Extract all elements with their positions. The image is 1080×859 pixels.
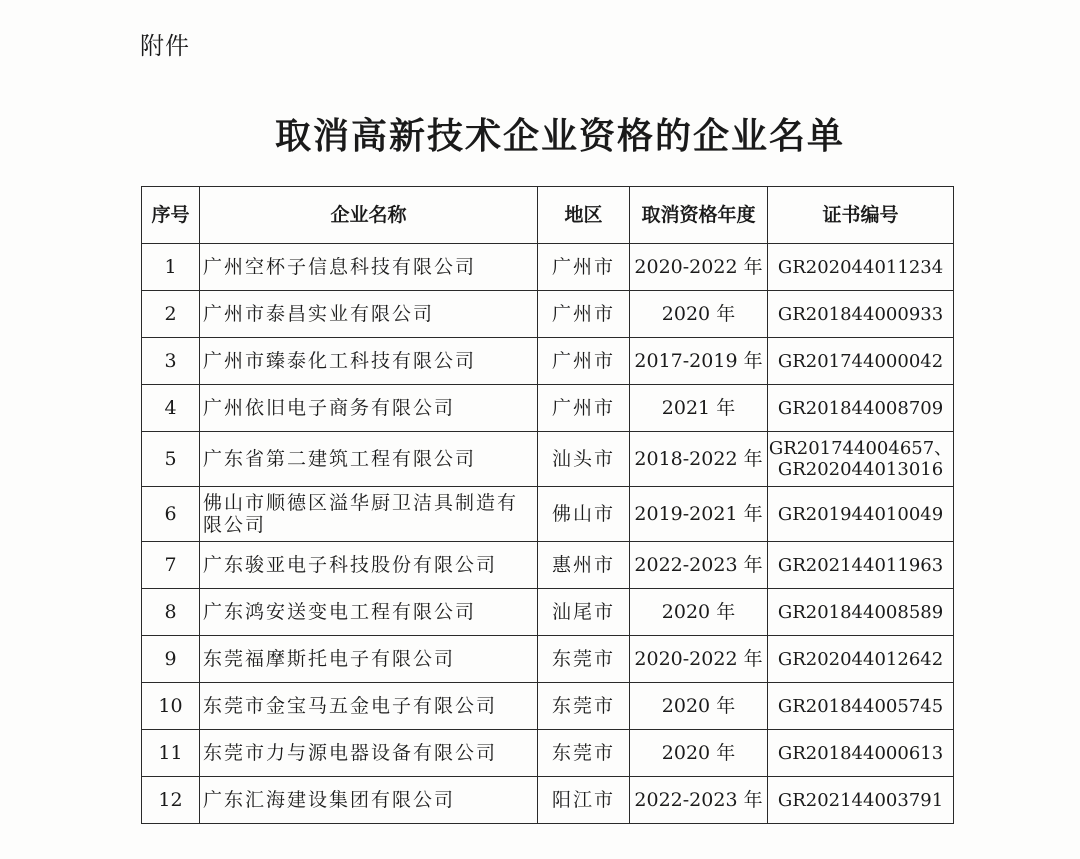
cell-cert: GR201844005745: [768, 683, 954, 730]
cell-cert: GR201844000613: [768, 730, 954, 777]
cell-no: 7: [142, 542, 200, 589]
cell-no: 9: [142, 636, 200, 683]
cell-cert: GR202144003791: [768, 777, 954, 824]
cell-year: 2020 年: [630, 589, 768, 636]
cell-name: 广东省第二建筑工程有限公司: [200, 432, 538, 487]
cell-cert: GR202044012642: [768, 636, 954, 683]
company-list-table: [141, 186, 954, 824]
table-row: [142, 432, 954, 487]
cell-region: 东莞市: [538, 730, 630, 777]
header-region: 地区: [538, 187, 630, 244]
cell-year: 2017-2019 年: [630, 338, 768, 385]
cell-cert: GR202144011963: [768, 542, 954, 589]
cell-no: 8: [142, 589, 200, 636]
cell-name: 佛山市顺德区溢华厨卫洁具制造有限公司: [200, 487, 538, 542]
cell-region: 广州市: [538, 291, 630, 338]
cell-region: 广州市: [538, 338, 630, 385]
cell-cert: GR201844008709: [768, 385, 954, 432]
table-row: [142, 636, 954, 683]
cell-name: 广州市泰昌实业有限公司: [200, 291, 538, 338]
cell-name: 东莞市金宝马五金电子有限公司: [200, 683, 538, 730]
header-year: 取消资格年度: [630, 187, 768, 244]
table-row: [142, 385, 954, 432]
cell-region: 汕尾市: [538, 589, 630, 636]
cell-cert: GR201944010049: [768, 487, 954, 542]
cell-region: 佛山市: [538, 487, 630, 542]
header-no: 序号: [142, 187, 200, 244]
cell-year: 2021 年: [630, 385, 768, 432]
cell-no: 2: [142, 291, 200, 338]
cell-cert: GR201744000042: [768, 338, 954, 385]
header-name: 企业名称: [200, 187, 538, 244]
cell-no: 10: [142, 683, 200, 730]
cell-region: 东莞市: [538, 683, 630, 730]
document-title: 取消高新技术企业资格的企业名单: [274, 116, 845, 157]
attachment-label: 附件: [140, 32, 190, 60]
cell-no: 12: [142, 777, 200, 824]
cell-no: 3: [142, 338, 200, 385]
cell-year: 2020 年: [630, 683, 768, 730]
cell-region: 汕头市: [538, 432, 630, 487]
cell-name: 广州依旧电子商务有限公司: [200, 385, 538, 432]
cell-year: 2020-2022 年: [630, 244, 768, 291]
cell-no: 4: [142, 385, 200, 432]
cell-region: 东莞市: [538, 636, 630, 683]
cell-year: 2019-2021 年: [630, 487, 768, 542]
table-row: [142, 589, 954, 636]
cell-name: 广州市臻泰化工科技有限公司: [200, 338, 538, 385]
table-row: [142, 542, 954, 589]
table-header-row: [142, 187, 954, 244]
cell-no: 11: [142, 730, 200, 777]
header-cert: 证书编号: [768, 187, 954, 244]
cell-no: 1: [142, 244, 200, 291]
cell-name: 广东汇海建设集团有限公司: [200, 777, 538, 824]
table-row: [142, 487, 954, 542]
cell-year: 2022-2023 年: [630, 777, 768, 824]
table-row: [142, 777, 954, 824]
cell-year: 2018-2022 年: [630, 432, 768, 487]
cell-cert: GR201844000933: [768, 291, 954, 338]
cell-name: 广东鸿安送变电工程有限公司: [200, 589, 538, 636]
cell-region: 阳江市: [538, 777, 630, 824]
table-row: [142, 244, 954, 291]
cell-region: 惠州市: [538, 542, 630, 589]
table-row: [142, 338, 954, 385]
cell-year: 2022-2023 年: [630, 542, 768, 589]
cell-year: 2020 年: [630, 291, 768, 338]
table-row: [142, 683, 954, 730]
cell-no: 6: [142, 487, 200, 542]
table-row: [142, 730, 954, 777]
cell-year: 2020 年: [630, 730, 768, 777]
cell-cert: GR202044011234: [768, 244, 954, 291]
cell-cert: GR201844008589: [768, 589, 954, 636]
cell-region: 广州市: [538, 244, 630, 291]
cell-name: 东莞市力与源电器设备有限公司: [200, 730, 538, 777]
cell-no: 5: [142, 432, 200, 487]
cell-cert: GR201744004657、GR202044013016: [768, 432, 954, 487]
cell-name: 广东骏亚电子科技股份有限公司: [200, 542, 538, 589]
cell-region: 广州市: [538, 385, 630, 432]
cell-year: 2020-2022 年: [630, 636, 768, 683]
cell-name: 东莞福摩斯托电子有限公司: [200, 636, 538, 683]
table-row: [142, 291, 954, 338]
cell-name: 广州空杯子信息科技有限公司: [200, 244, 538, 291]
